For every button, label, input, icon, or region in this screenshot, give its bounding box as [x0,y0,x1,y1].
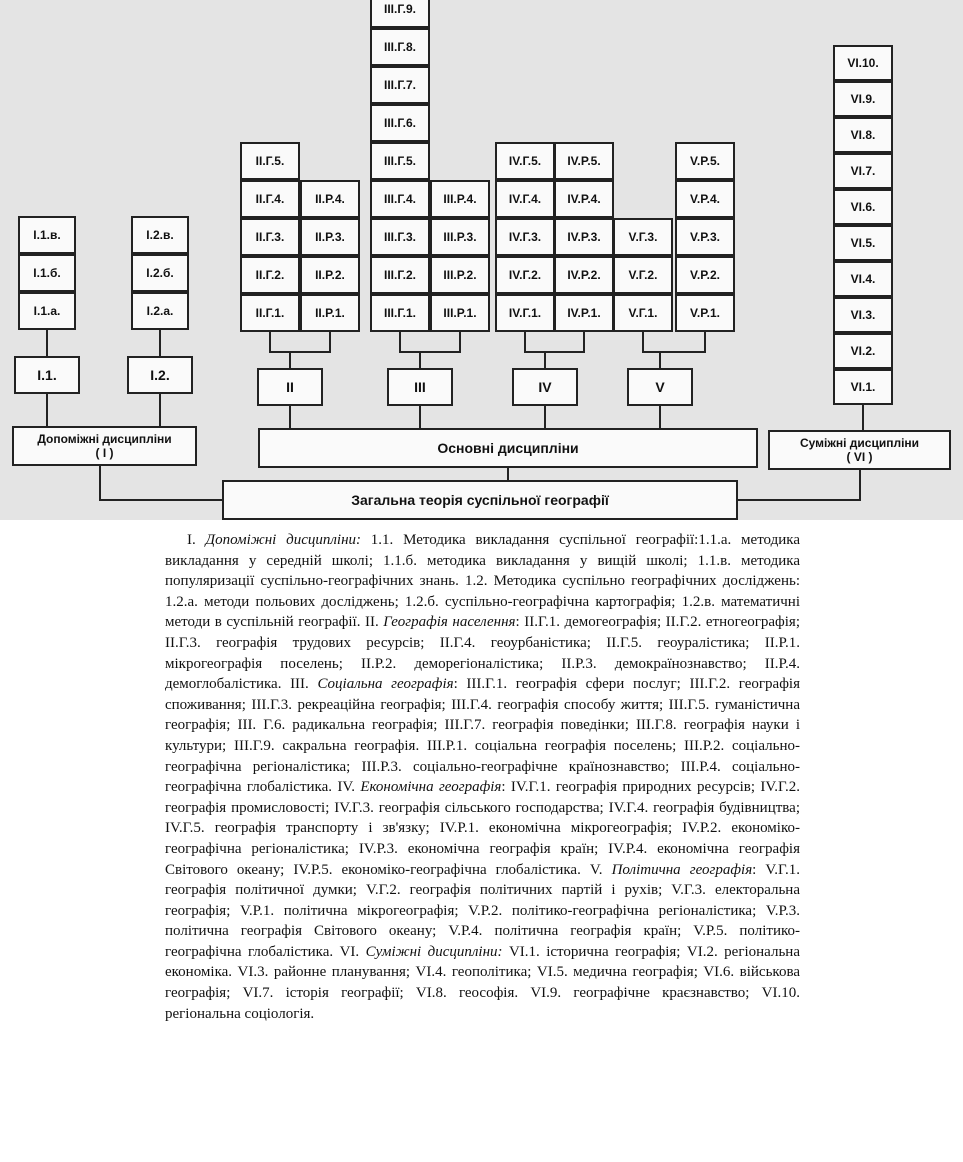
main-r-item-box: IV.P.4. [554,180,614,218]
legend-text-run: I. [187,532,206,548]
adjacent-item-box: VI.1. [833,369,893,405]
main-r-item-box: IV.P.2. [554,256,614,294]
main-g-item-box: V.Г.3. [613,218,673,256]
main-r-item-box: III.P.2. [430,256,490,294]
auxiliary-subgroup-box: I.2. [127,356,193,394]
auxiliary-item-box: I.2.в. [131,216,189,254]
auxiliary-disciplines-number: ( I ) [95,446,114,460]
main-g-item-box: II.Г.5. [240,142,300,180]
auxiliary-item-box: I.1.a. [18,292,76,330]
main-g-item-box: III.Г.2. [370,256,430,294]
main-r-item-box: V.P.2. [675,256,735,294]
main-group-box: IV [512,368,578,406]
adjacent-disciplines-title: Суміжні дисципліни [799,436,920,450]
adjacent-item-box: VI.5. [833,225,893,261]
legend-heading-social: Соціальна географія [317,676,454,693]
legend-text-run: VI.1. історична географія; VI.2. регіональна економіка. VI.3. районне планування; VI.4. геополітика; VI.5. медична географія; VI.6. військова географія; VI.7. історія географії; VI.8. геософія. VI.9. географічне краєзнавство; VI.10. регіональна соціологія. [165,943,800,1022]
adjacent-item-box: VI.2. [833,333,893,369]
connector-line [525,332,584,352]
main-g-item-box: IV.Г.4. [495,180,555,218]
auxiliary-disciplines-title: Допоміжні дисципліни [37,432,172,446]
legend-heading-adjacent: Суміжні дисципліни: [365,943,503,960]
main-r-item-box: II.P.2. [300,256,360,294]
auxiliary-item-box: I.1.в. [18,216,76,254]
main-group-box: III [387,368,453,406]
legend-text-run: : IV.Г.1. географія природних ресурсів; IV.Г.2. географія промисловості; IV.Г.3. географія сільського господарства; IV.Г.4. географія будівництва; IV.Г.5. географія транспорту і зв'язку; IV.Р.1. економічна мікрогеографія; IV.Р.2. економіко-географічна регіоналістика; IV.Р.3. економічна географія країн; IV.Р.4. економічна географія Світового океану; IV.Р.5. економіко-географічна глобалістика. V. [165,779,801,878]
adjacent-item-box: VI.10. [833,45,893,81]
adjacent-disciplines-number: ( VI ) [846,450,873,464]
main-group-box: II [257,368,323,406]
main-g-item-box: IV.Г.3. [495,218,555,256]
adjacent-item-box: VI.3. [833,297,893,333]
auxiliary-item-box: I.1.б. [18,254,76,292]
main-g-item-box: III.Г.8. [370,28,430,66]
connector-line [738,470,860,500]
legend-paragraph [165,530,800,1024]
auxiliary-item-box: I.2.a. [131,292,189,330]
main-r-item-box: IV.P.1. [554,294,614,332]
general-theory-box: Загальна теорія суспільної географії [222,480,738,520]
main-g-item-box: IV.Г.2. [495,256,555,294]
main-g-item-box: V.Г.1. [613,294,673,332]
main-r-item-box: II.P.3. [300,218,360,256]
main-r-item-box: IV.P.5. [554,142,614,180]
legend-text-run: : V.Г.1. географія політичної думки; V.Г.2. географія політичних партій і рухів; V.Г.3. електоральна географія; V.Р.1. політична мікрогеографія; V.Р.2. політико-географічна регіоналістика; V.Р.3. політична географія Світового океану; V.Р.4. політична географія країн; V.Р.5. політико-географічна глобалістика. VI. [165,861,801,960]
legend-text [165,530,800,1024]
connector-line [400,332,460,352]
main-g-item-box: II.Г.1. [240,294,300,332]
legend-heading-auxiliary: Допоміжні дисципліни: [205,532,362,548]
main-r-item-box: V.P.5. [675,142,735,180]
auxiliary-item-box: I.2.б. [131,254,189,292]
connector-line [270,332,330,352]
main-g-item-box: III.Г.4. [370,180,430,218]
legend-text-run: 1.1. Методика викладання суспільної географії:1.1.а. методика викладання у середній школі; 1.1.б. методика викладання у вищій школі; 1.1.в. методика популяризації суспільно-географічних знань. 1.2. Методика суспільно географічних досліджень: 1.2.а. методи польових досліджень; 1.2.б. суспільно-географічна картографія; 1.2.в. математичні методи в суспільній географії. II. [165,532,800,631]
main-r-item-box: V.P.4. [675,180,735,218]
main-g-item-box: II.Г.2. [240,256,300,294]
auxiliary-subgroup-box: I.1. [14,356,80,394]
connector-line [100,466,222,500]
auxiliary-disciplines-box [12,426,197,466]
main-g-item-box: III.Г.3. [370,218,430,256]
main-r-item-box: II.P.1. [300,294,360,332]
adjacent-item-box: VI.4. [833,261,893,297]
main-g-item-box: III.Г.6. [370,104,430,142]
adjacent-item-box: VI.8. [833,117,893,153]
main-r-item-box: V.P.1. [675,294,735,332]
main-r-item-box: IV.P.3. [554,218,614,256]
main-r-item-box: V.P.3. [675,218,735,256]
legend-heading-economic: Економічна географія [360,779,502,796]
connector-line [643,332,705,352]
main-g-item-box: III.Г.7. [370,66,430,104]
main-r-item-box: III.P.4. [430,180,490,218]
legend-heading-population: Географія населення [383,614,516,631]
main-r-item-box: III.P.1. [430,294,490,332]
adjacent-disciplines-box [768,430,951,470]
classification-diagram [0,0,963,520]
adjacent-item-box: VI.7. [833,153,893,189]
legend-text-run: : III.Г.1. географія сфери послуг; III.Г.2. географія споживання; III.Г.3. рекреаційна географія; III.Г.4. географія способу життя; III.Г.5. гуманістична географія; III. Г.6. радикальна географія; III.Г.7. географія поведінки; III.Г.8. географія науки і культури; III.Г.9. сакральна географія. III.Р.1. соціальна географія поселень; III.Р.2. соціально-географічна регіоналістика; III.Р.3. соціально-географічне країнознавство; III.Р.4. соціально-географічна глобалістика. IV. [165,676,800,796]
main-g-item-box: II.Г.4. [240,180,300,218]
main-r-item-box: II.P.4. [300,180,360,218]
adjacent-item-box: VI.9. [833,81,893,117]
main-g-item-box: III.Г.9. [370,0,430,28]
main-g-item-box: III.Г.1. [370,294,430,332]
main-g-item-box: IV.Г.5. [495,142,555,180]
adjacent-item-box: VI.6. [833,189,893,225]
legend-heading-political: Політична географія [611,861,753,878]
main-g-item-box: III.Г.5. [370,142,430,180]
legend-text-run: : II.Г.1. демогеографія; II.Г.2. етногеографія; II.Г.3. географія трудових ресурсів; II.Г.4. геоурбаністика; II.Г.5. геоуралістика; II.Р.1. мікрогеографія поселень; II.Р.2. деморегіоналістика; II.Р.3. демокраїнознавство; II.Р.4. демоглобалістика. III. [165,614,800,693]
main-g-item-box: II.Г.3. [240,218,300,256]
main-r-item-box: III.P.3. [430,218,490,256]
main-disciplines-box: Основні дисципліни [258,428,758,468]
main-g-item-box: V.Г.2. [613,256,673,294]
main-group-box: V [627,368,693,406]
main-g-item-box: IV.Г.1. [495,294,555,332]
